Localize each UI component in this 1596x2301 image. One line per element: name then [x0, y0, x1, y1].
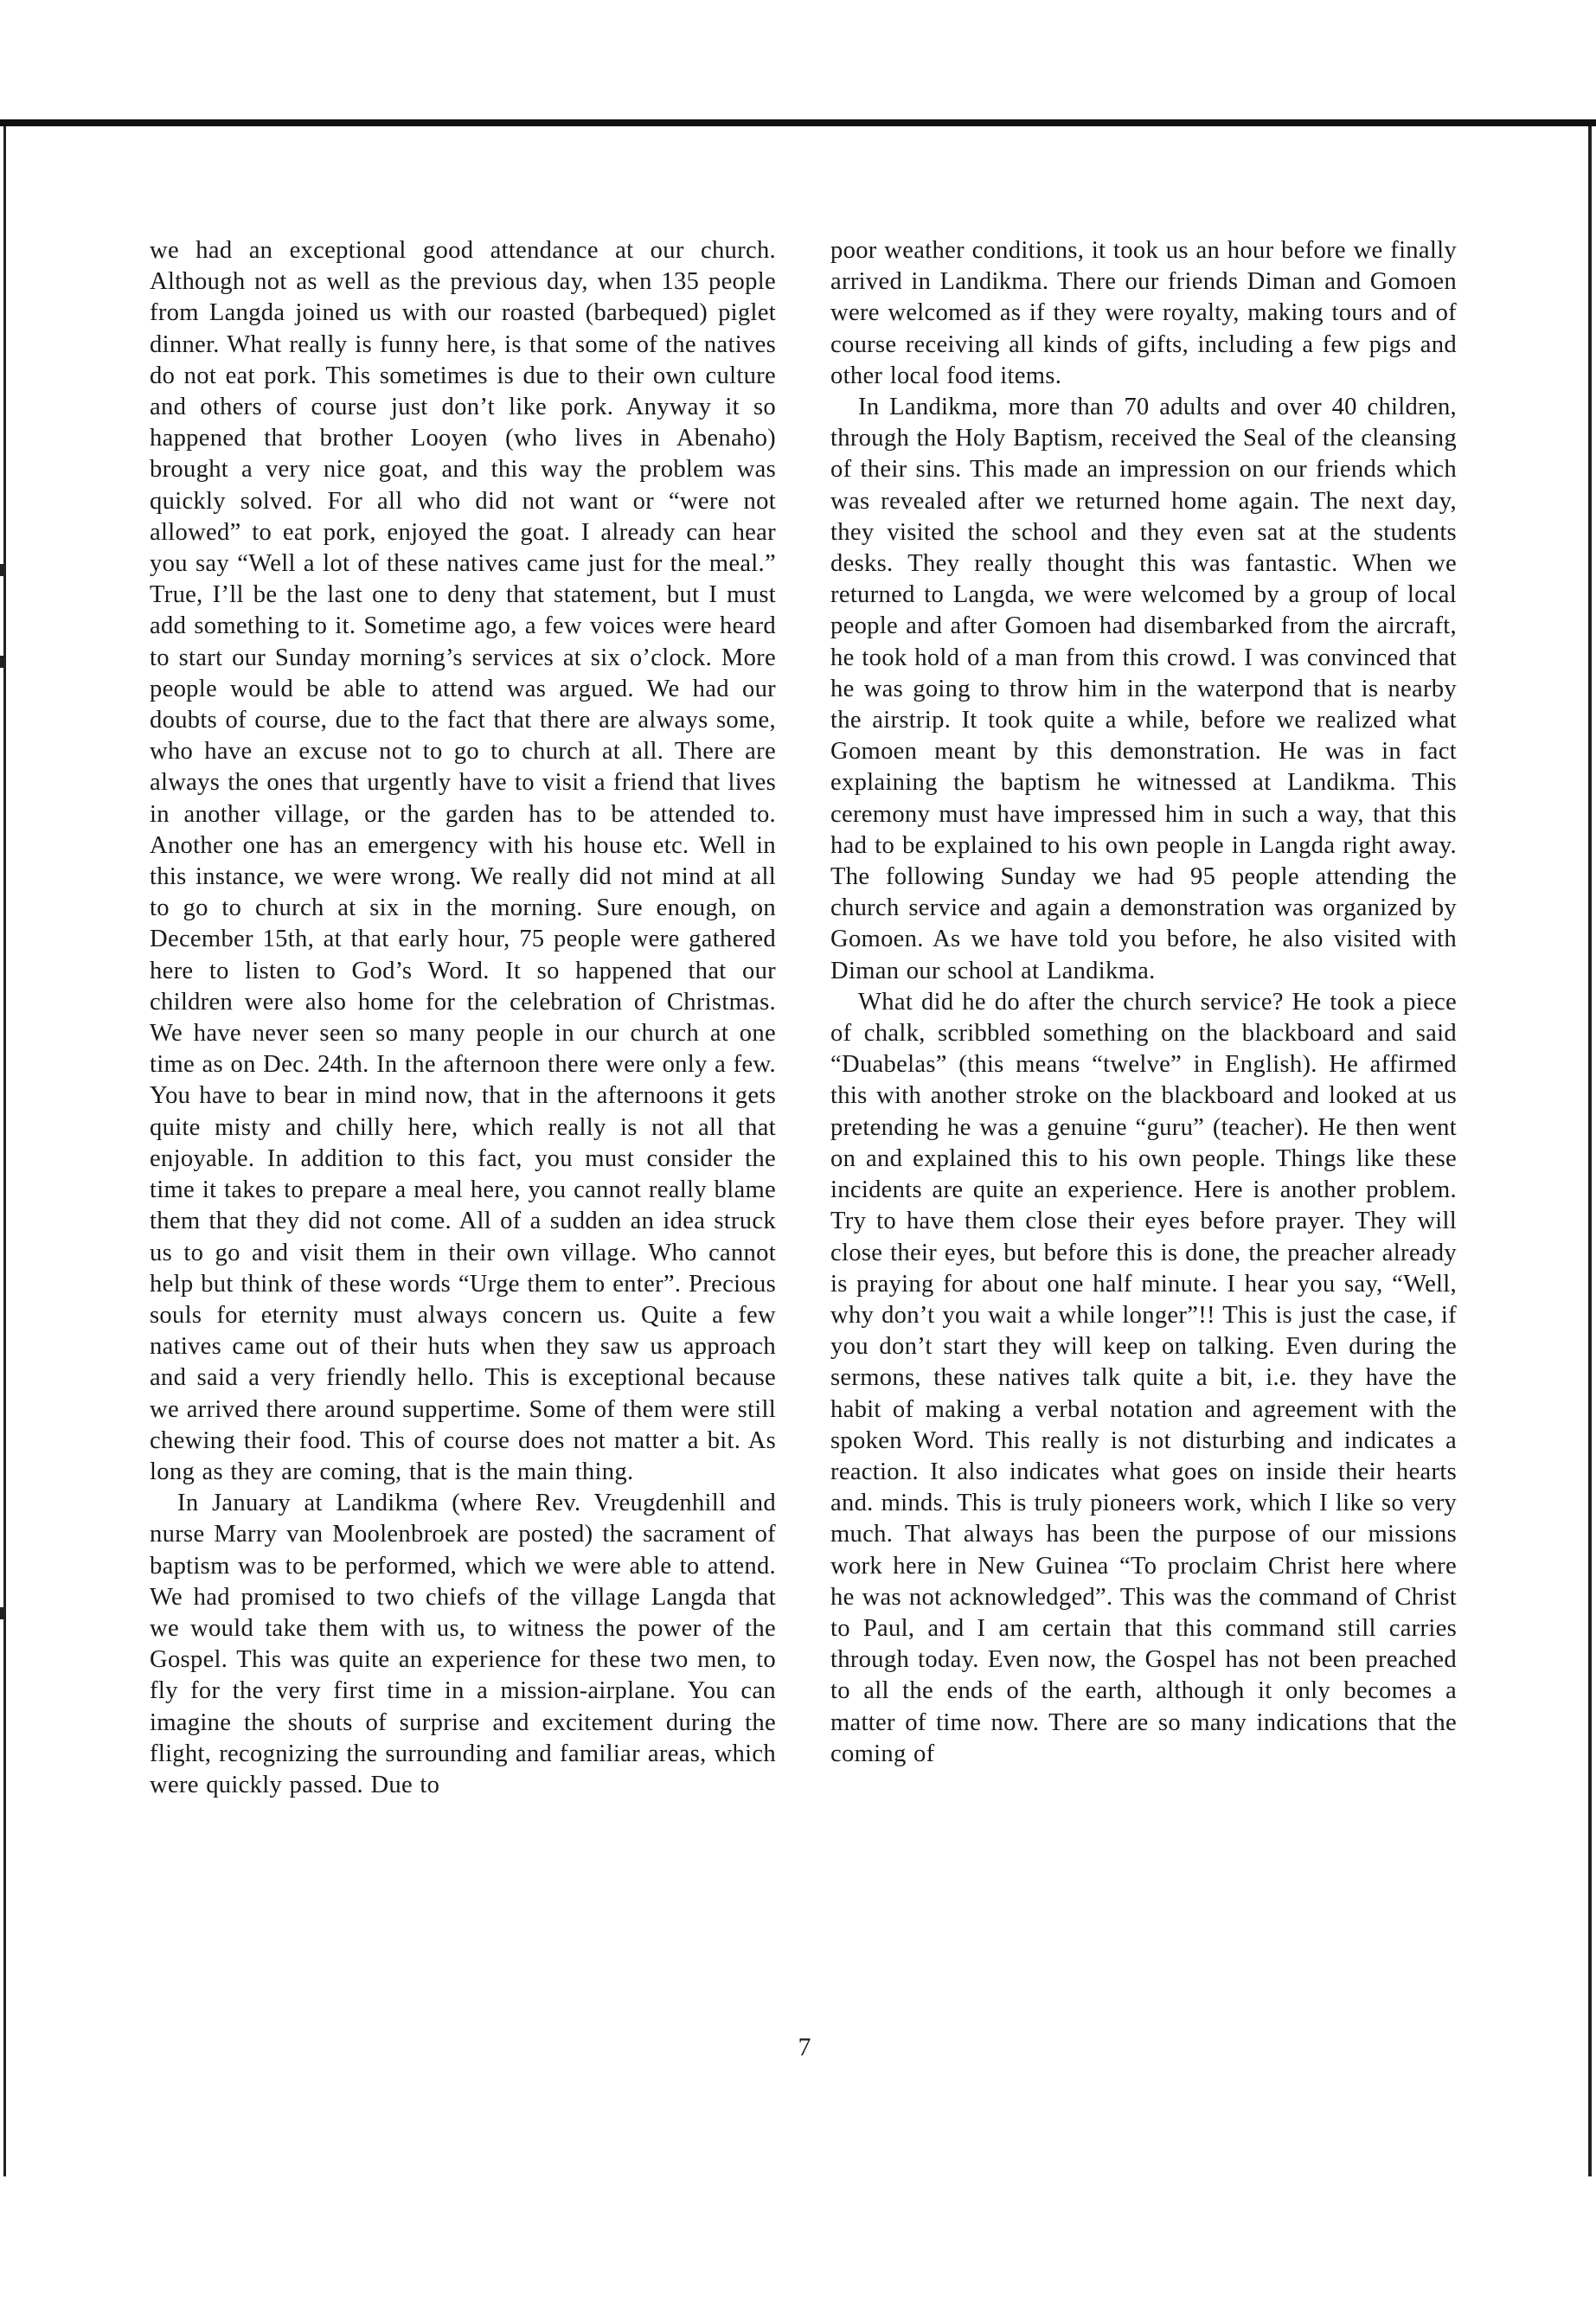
page-number: 7 — [798, 2033, 811, 2061]
paragraph: What did he do after the church service? He took a piece of chalk, scribbled something on the blackboard and said “Duabelas” (this means “twelve” in English). He affirmed this with another stroke on the blackboard and looked at us pretending he was a genuine “guru” (teacher). He then went on and explained this to his own people. Things like these incidents are quite an experience. Here is another problem. Try to have them close their eyes before prayer. They will close their eyes, but before this is done, the preacher already is praying for about one half minute. I hear you say, “Well, why don’t you wait a while longer”!! This is just the case, if you don’t start they will keep on talking. Even during the sermons, these natives talk quite a bit, i.e. they have the habit of making a verbal notation and agreement with the spoken Word. This really is not disturbing and indicates a reaction. It also indicates what goes on inside their hearts and. minds. This is truly pioneers work, which I like so very much. That always has been the purpose of our missions work here in New Guinea “To proclaim Christ here where he was not acknowledged”. This was the command of Christ to Paul, and I am certain that this command still carries through today. Even now, the Gospel has not been preached to all the ends of the earth, although it only becomes a matter of time now. There are so many indications that the coming of — [830, 988, 1457, 1767]
paragraph: we had an exceptional good attendance at our church. Although not as well as the previous day, when 135 people from Langda joined us with our roasted (barbequed) piglet dinner. What really is funny here, is that some of the natives do not eat pork. This sometimes is due to their own culture and others of course just don’t like pork. Anyway it so happened that brother Looyen (who lives in Abenaho) brought a very nice goat, and this way the problem was quickly solved. For all who did not want or “were not allowed” to eat pork, enjoyed the goat. I already can hear you say “Well a lot of these natives came just for the meal.” True, I’ll be the last one to deny that statement, but I must add something to it. Sometime ago, a few voices were heard to start our Sunday morning’s services at six o’clock. More people would be able to attend was argued. We had our doubts of course, due to the fact that there are always some, who have an excuse not to go to church at all. There are always the ones that urgently have to visit a friend that lives in another village, or the garden has to be attended to. Another one has an emergency with his house etc. Well in this instance, we were wrong. We really did not mind at all to go to church at six in the morning. Sure enough, on December 15th, at that early hour, 75 people were gathered here to listen to God’s Word. It so happened that our children were also home for the celebration of Christmas. We have never seen so many people in our church at one time as on Dec. 24th. In the afternoon there were only a few. You have to bear in mind now, that in the afternoons it gets quite misty and chilly here, which really is not all that enjoyable. In addition to this fact, you must consider the time it takes to prepare a meal here, you cannot really blame them that they did not come. All of a sudden an idea struck us to go and visit them in their own village. Who cannot help but think of these words “Urge them to enter”. Precious souls for eternity must always concern us. Quite a few natives came out of their huts when they saw us approach and said a very friendly hello. This is exceptional because we arrived there around suppertime. Some of them were still chewing their food. This of course does not matter a bit. As long as they are coming, that is the main thing. — [150, 237, 776, 1485]
left-border-rule — [3, 126, 6, 2176]
paragraph: In January at Landikma (where Rev. Vreugdenhill and nurse Marry van Moolenbroek are posted) the sacrament of baptism was to be performed, which we were able to attend. We had promised to two chiefs of the village Langda that we would take them with us, to witness the power of the Gospel. This was quite an experience for these two men, to fly for the very first time in a mission-airplane. You can imagine the shouts of surprise and excitement during the flight, recognizing the surrounding and familiar areas, which were quickly passed. Due to — [150, 1490, 776, 1798]
paragraph: poor weather conditions, it took us an hour before we finally arrived in Landikma. There our friends Diman and Gomoen were welcomed as if they were royalty, making tours and of course receiving all kinds of gifts, including a few pigs and other local food items. — [830, 237, 1457, 389]
margin-tick-mark — [0, 1607, 5, 1619]
right-border-rule — [1588, 126, 1592, 2176]
margin-tick-mark — [0, 656, 5, 668]
left-text-column — [150, 235, 776, 1801]
paragraph: In Landikma, more than 70 adults and over 40 children, through the Holy Baptism, received the Seal of the cleansing of their sins. This made an impression on our friends which was revealed after we returned home again. The next day, they visited the school and they even sat at the students desks. They really thought this was fantastic. When we returned to Langda, we were welcomed by a group of local people and after Gomoen had disembarked from the aircraft, he took hold of a man from this crowd. I was convinced that he was going to throw him in the waterpond that is nearby the airstrip. It took quite a while, before we realized what Gomoen meant by this demonstration. He was in fact explaining the baptism he witnessed at Landikma. This ceremony must have impressed him in such a way, that this had to be explained to his own people in Langda right away. The following Sunday we had 95 people attending the church service and again a demonstration was organized by Gomoen. As we have told you before, he also visited with Diman our school at Landikma. — [830, 394, 1457, 984]
top-border-rule — [0, 119, 1596, 126]
margin-tick-mark — [0, 564, 5, 576]
right-text-column — [830, 235, 1457, 1770]
